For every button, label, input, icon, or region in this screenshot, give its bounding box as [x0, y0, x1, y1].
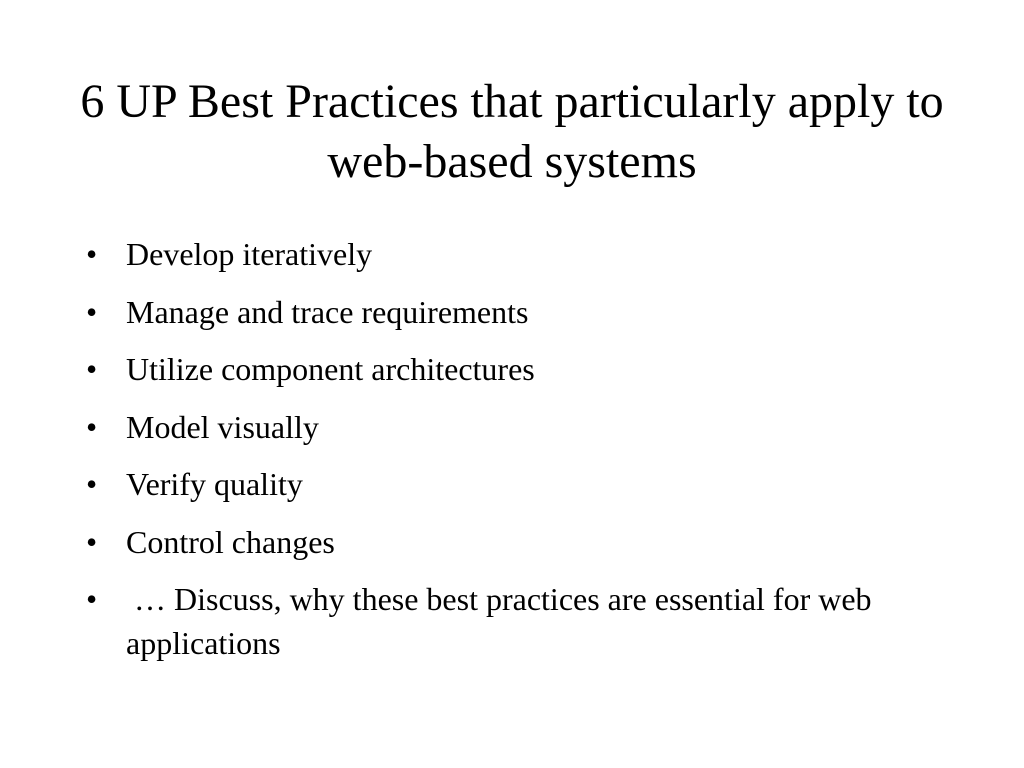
slide-title: 6 UP Best Practices that particularly apply to web-based systems	[80, 75, 944, 188]
bullet-icon: •	[86, 351, 98, 387]
list-item	[86, 520, 956, 564]
list-item	[86, 232, 956, 276]
bullet-text: Verify quality	[126, 466, 303, 502]
bullet-icon: •	[86, 581, 98, 617]
bullet-icon: •	[86, 236, 98, 272]
bullet-text: Control changes	[126, 523, 335, 560]
list-item	[86, 347, 956, 391]
bullet-icon: •	[86, 466, 98, 502]
list-item	[86, 577, 956, 665]
bullet-icon: •	[86, 408, 98, 445]
list-item	[86, 462, 956, 506]
list-item	[86, 290, 956, 334]
bullet-text: Model visually	[126, 408, 319, 445]
bullet-icon: •	[86, 523, 98, 560]
bullet-text: Utilize component architectures	[126, 351, 535, 387]
bullet-text: … Discuss, why these best practices are essential for web applications	[126, 581, 880, 661]
list-item	[86, 405, 956, 449]
bullet-text: Develop iteratively	[126, 236, 373, 272]
bullet-text: Manage and trace requirements	[126, 293, 529, 330]
bullet-icon: •	[86, 293, 98, 330]
bullet-list	[86, 232, 956, 679]
